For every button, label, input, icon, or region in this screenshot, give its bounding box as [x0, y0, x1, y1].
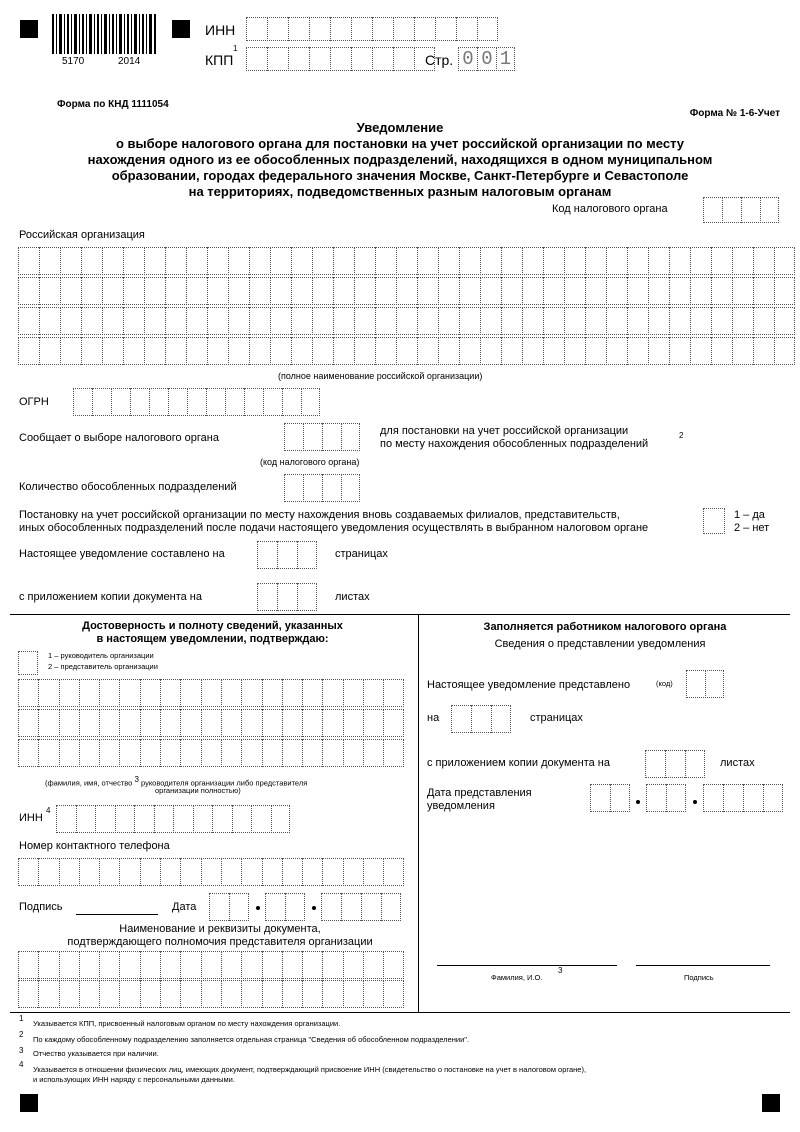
registration-text-line-1: Постановку на учет российской организации по месту нахождения вновь создаваемых филиалов, представительств, [19, 509, 620, 521]
corner-marker-bottom-left [20, 1094, 38, 1112]
right-section-heading: Заполняется работником налогового органа [483, 621, 727, 633]
page-label: Стр. [425, 52, 454, 68]
choice-note-ref: 2 [679, 431, 684, 440]
barcode-number-left: 5170 [62, 56, 85, 67]
right-pages-cells[interactable] [451, 705, 511, 733]
kpp-footnote-ref: 1 [233, 44, 238, 53]
submission-date-separator-1 [636, 800, 640, 804]
signer-inn-cells[interactable] [56, 805, 290, 833]
date-separator-2 [312, 906, 316, 910]
submission-date-day-cells[interactable] [590, 784, 630, 812]
organization-name-row-1[interactable] [18, 247, 795, 275]
choice-note-line-1: для постановки на учет российской организации [380, 425, 629, 437]
left-heading-line-2: в настоящем уведомлении, подтверждаю: [96, 633, 329, 645]
employee-name-ref: 3 [558, 966, 563, 975]
title-line-3: нахождения одного из ее обособленных подразделений, находящихся в одном муниципальном [87, 152, 713, 167]
left-heading-line-1: Достоверность и полноту сведений, указанных [82, 620, 343, 632]
divisions-count-label: Количество обособленных подразделений [19, 481, 237, 493]
document-heading [20, 923, 420, 949]
submission-date-label-line-2: уведомления [427, 800, 495, 812]
pages-label: Настоящее уведомление составлено на [19, 548, 225, 560]
submitted-label: Настоящее уведомление представлено [427, 679, 631, 691]
organization-name-row-2[interactable] [18, 277, 795, 305]
employee-signature-line[interactable] [636, 965, 770, 966]
title-line-5: на территориях, подведомственных разным налоговым органам [188, 184, 612, 199]
section-divider-bottom [10, 1012, 790, 1013]
form-knd-code: Форма по КНД 1111054 [57, 99, 169, 110]
attachment-cells[interactable] [257, 583, 317, 611]
title-line-2: о выборе налогового органа для постановки на учет российской организации по месту [115, 136, 684, 151]
form-number: Форма № 1-6-Учет [689, 108, 780, 119]
right-pages-suffix: страницах [530, 712, 583, 724]
inn-cells[interactable] [246, 17, 498, 41]
organization-label: Российская организация [19, 229, 145, 241]
right-on-label: на [427, 712, 440, 724]
footnote-3-number: 3 [19, 1046, 24, 1055]
choice-note-line-2: по месту нахождения обособленных подразделений [380, 438, 649, 450]
corner-marker-top-center [172, 20, 190, 38]
page-digit-1: 0 [462, 48, 474, 70]
left-section-heading [20, 620, 405, 646]
signature-line[interactable] [76, 914, 158, 915]
footnote-2-text: По каждому обособленному подразделению заполняется отдельная страница "Сведения об обособленном подразделении". [33, 1035, 469, 1044]
section-divider-top [10, 614, 790, 615]
signer-option-2: 2 – представитель организации [48, 662, 158, 671]
right-section-subheading: Сведения о представлении уведомления [494, 638, 706, 650]
name-caption-part-a: (фамилия, имя, отчество [45, 778, 133, 788]
corner-marker-bottom-right [762, 1094, 780, 1112]
submission-date-month-cells[interactable] [646, 784, 686, 812]
footnote-4-text: Указывается в отношении физических лиц, имеющих документ, подтверждающий присвоение ИНН (свидетельство о постановке на учет в налоговом органе), [33, 1065, 587, 1074]
choice-caption: (код налогового органа) [260, 457, 360, 467]
date-label: Дата [172, 901, 197, 913]
inn-label: ИНН [205, 22, 236, 38]
right-attachment-cells[interactable] [645, 750, 705, 778]
signer-inn-ref: 4 [46, 806, 51, 815]
right-attachment-label: с приложением копии документа на [427, 757, 610, 769]
organization-caption: (полное наименование российской организации) [278, 371, 483, 381]
submission-date-separator-2 [693, 800, 697, 804]
signer-inn-label: ИНН [19, 812, 43, 824]
page-number-cells [458, 47, 515, 71]
date-separator-1 [256, 906, 260, 910]
submission-date-label-line-1: Дата представления [427, 787, 532, 799]
document-heading-line-1: Наименование и реквизиты документа, [119, 923, 321, 935]
footnote-1-text: Указывается КПП, присвоенный налоговым органом по месту нахождения организации. [33, 1019, 341, 1028]
kpp-label: КПП [205, 52, 234, 68]
signer-option-1: 1 – руководитель организации [48, 651, 154, 660]
document-row-2[interactable] [18, 980, 404, 1008]
date-day-cells[interactable] [209, 893, 249, 921]
phone-label: Номер контактного телефона [19, 840, 170, 852]
title-line-1: Уведомление [356, 120, 444, 135]
option-yes: 1 – да [734, 509, 765, 521]
footnote-1-number: 1 [19, 1014, 24, 1023]
option-no: 2 – нет [734, 522, 770, 534]
name-caption-line-2: организации полностью) [155, 786, 241, 795]
organization-name-row-3[interactable] [18, 307, 795, 335]
ogrn-label: ОГРН [19, 396, 49, 408]
signer-name-row-3[interactable] [18, 739, 404, 767]
divisions-count-cells[interactable] [284, 474, 360, 502]
document-row-1[interactable] [18, 951, 404, 979]
employee-signature-label: Подпись [684, 973, 714, 982]
date-year-cells[interactable] [321, 893, 401, 921]
name-caption-part-b: руководителя организации либо представителя [140, 778, 308, 788]
title-line-4: образовании, городах федерального значения Москве, Санкт-Петербурге и Севастополе [111, 168, 689, 183]
employee-name-line[interactable] [437, 965, 617, 966]
attachment-suffix: листах [335, 591, 370, 603]
footnote-4-number: 4 [19, 1060, 24, 1069]
tax-authority-code-cells[interactable] [703, 197, 779, 223]
corner-marker-top-left [20, 20, 38, 38]
barcode [52, 14, 162, 59]
tax-authority-code-label: Код налогового органа [552, 203, 668, 215]
signer-type-cell[interactable] [18, 651, 38, 675]
document-title [30, 120, 770, 200]
pages-suffix: страницах [335, 548, 388, 560]
footnote-2-number: 2 [19, 1030, 24, 1039]
page-digit-2: 0 [481, 48, 493, 70]
registration-option-cell[interactable] [703, 508, 725, 534]
document-heading-line-2: подтверждающего полномочия представителя организации [67, 936, 373, 948]
kpp-cells[interactable] [246, 47, 435, 71]
ogrn-cells[interactable] [73, 388, 320, 416]
footnote-4-continuation: и использующих ИНН наряду с персональными данными. [33, 1075, 235, 1084]
choice-label: Сообщает о выборе налогового органа [19, 432, 219, 444]
submission-date-year-cells[interactable] [703, 784, 783, 812]
pages-cells[interactable] [257, 541, 317, 569]
right-attachment-suffix: листах [720, 757, 755, 769]
footnote-3-text: Отчество указывается при наличии. [33, 1049, 159, 1058]
signature-label: Подпись [19, 901, 63, 913]
attachment-label: с приложением копии документа на [19, 591, 202, 603]
choice-code-cells[interactable] [284, 423, 360, 451]
section-divider-vertical [418, 614, 419, 1012]
barcode-image [52, 14, 162, 56]
registration-text-line-2: иных обособленных подразделений после подачи настоящего уведомления осуществлять в выбранном налоговом органе [19, 522, 649, 534]
signer-name-row-2[interactable] [18, 709, 404, 737]
name-caption-ref: 3 [134, 775, 139, 784]
signer-name-row-1[interactable] [18, 679, 404, 707]
submitted-code-hint: (код) [656, 679, 673, 688]
employee-name-label: Фамилия, И.О. [491, 973, 543, 982]
date-month-cells[interactable] [265, 893, 305, 921]
page-digit-3: 1 [499, 48, 512, 70]
organization-name-row-4[interactable] [18, 337, 795, 365]
phone-cells[interactable] [18, 858, 404, 886]
submitted-code-cells[interactable] [686, 670, 724, 698]
barcode-number-right: 2014 [118, 56, 141, 67]
